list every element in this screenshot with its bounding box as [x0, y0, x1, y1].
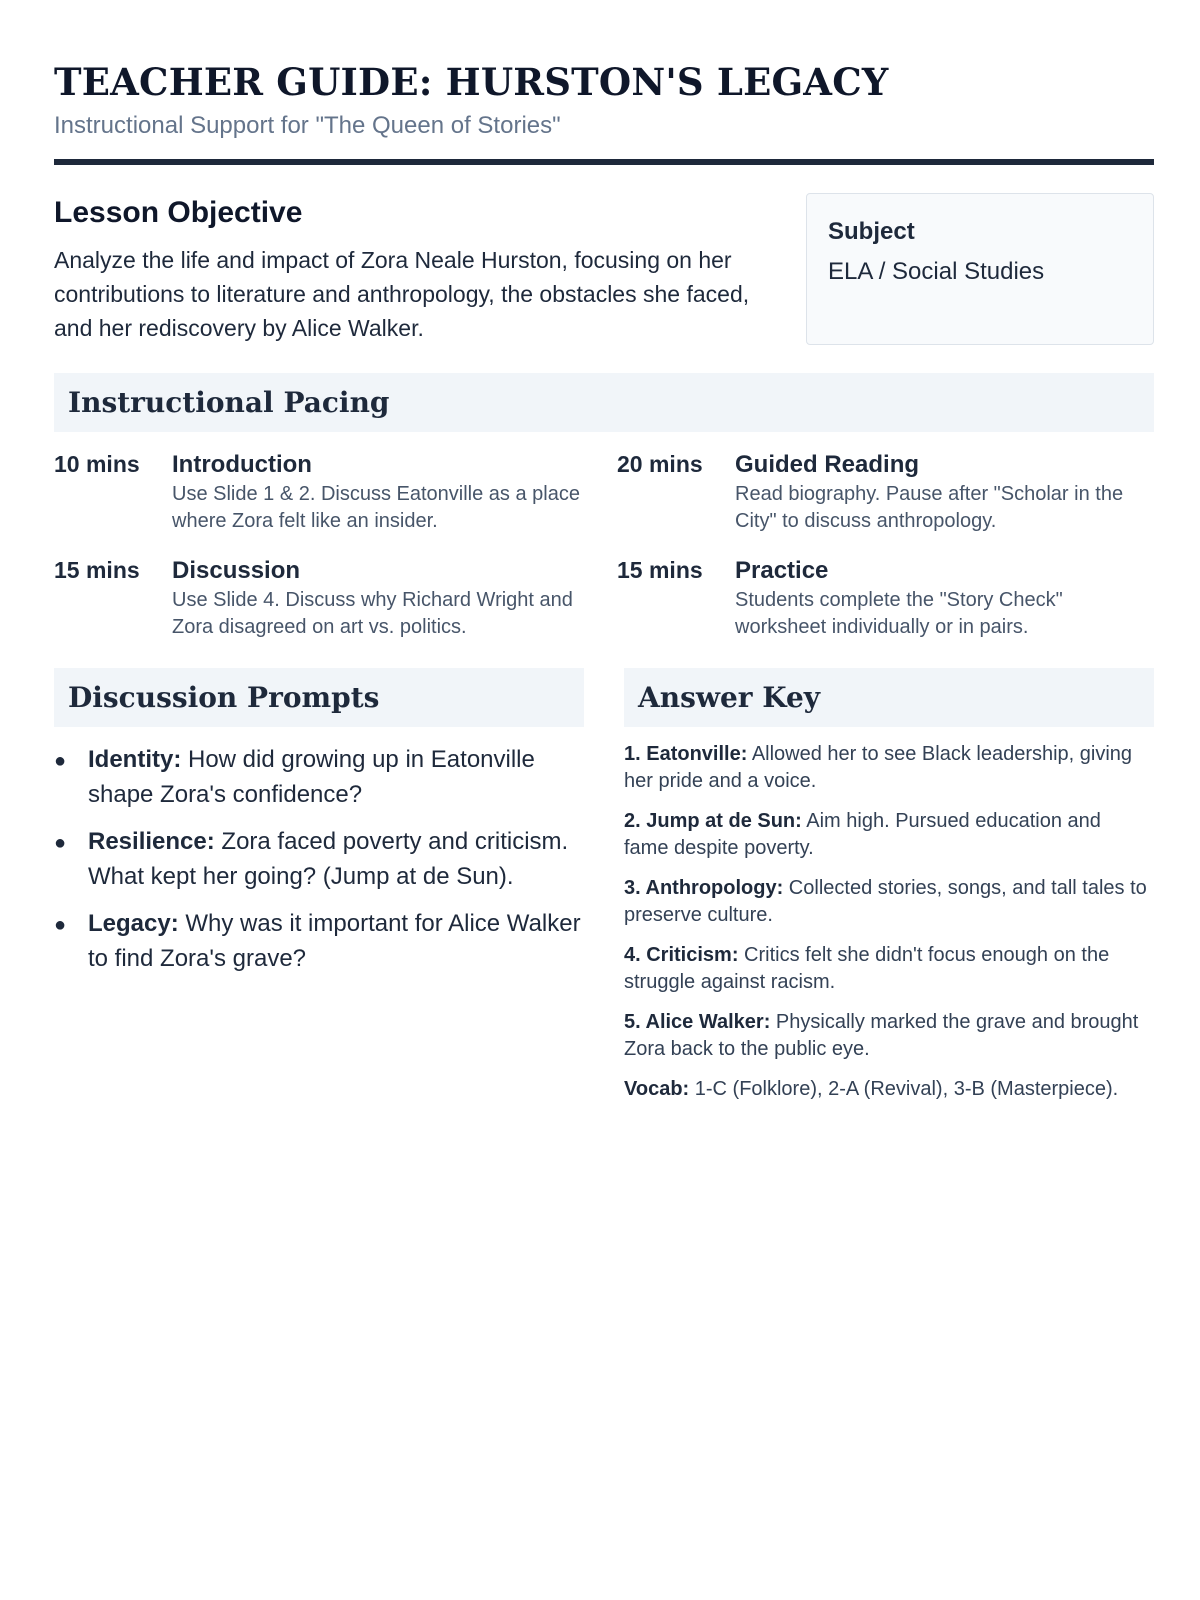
prompt-text: Zora faced poverty and criticism. What kept her going? (Jump at de Sun). — [88, 828, 569, 890]
answer-text: Aim high. Pursued education and fame despite poverty. — [624, 810, 1101, 859]
pacing-label: Practice — [735, 557, 829, 584]
page-subtitle: Instructional Support for "The Queen of Stories" — [54, 112, 561, 139]
pacing-description: Use Slide 4. Discuss why Richard Wright and Zora disagreed on art vs. politics. — [172, 589, 573, 638]
answer-item — [624, 875, 1154, 929]
answer-term: 2. Jump at de Sun: — [624, 810, 802, 832]
answer-text: Critics felt she didn't focus enough on the struggle against racism. — [624, 944, 1110, 993]
header-divider — [54, 159, 1154, 165]
prompt-list — [54, 743, 584, 976]
pacing-label: Guided Reading — [735, 451, 920, 478]
answer-text: 1-C (Folklore), 2-A (Revival), 3-B (Masterpiece). — [689, 1078, 1119, 1100]
list-item — [54, 825, 584, 894]
prompt-text: Why was it important for Alice Walker to find Zora's grave? — [88, 910, 581, 972]
objective-row — [54, 193, 1154, 345]
prompt-term: Identity: — [88, 746, 182, 773]
pacing-label: Discussion — [172, 557, 301, 584]
list-item — [54, 907, 584, 976]
pacing-description: Students complete the "Story Check" worksheet individually or in pairs. — [735, 589, 1063, 638]
prompt-term: Legacy: — [88, 910, 179, 937]
objective-heading: Lesson Objective — [54, 196, 303, 229]
pacing-time: 20 mins — [617, 451, 703, 477]
pacing-time: 10 mins — [54, 451, 140, 477]
bullet-icon: ● — [54, 750, 67, 772]
subject-box — [806, 193, 1154, 345]
answer-item — [624, 942, 1154, 996]
pacing-item-introduction — [54, 449, 617, 535]
bottom-row — [54, 668, 1154, 1116]
list-item — [54, 743, 584, 812]
pacing-label: Introduction — [172, 451, 312, 478]
answer-term: 1. Eatonville: — [624, 743, 748, 765]
pacing-item-practice — [617, 555, 1154, 641]
answer-term: 3. Anthropology: — [624, 877, 784, 899]
answer-term: 4. Criticism: — [624, 944, 739, 966]
teacher-guide-page — [54, 58, 1154, 1116]
answer-text: Collected stories, songs, and tall tales to preserve culture. — [624, 877, 1147, 926]
bullet-icon: ● — [54, 832, 67, 854]
prompt-term: Resilience: — [88, 828, 215, 855]
discussion-prompts — [54, 668, 584, 1116]
prompts-section-header — [54, 668, 584, 727]
answer-term: Vocab: — [624, 1078, 690, 1100]
pacing-description: Read biography. Pause after "Scholar in the City" to discuss anthropology. — [735, 483, 1124, 532]
pacing-grid — [54, 449, 1154, 641]
answer-key-heading: Answer Key — [638, 681, 821, 714]
pacing-item-discussion — [54, 555, 617, 641]
pacing-description: Use Slide 1 & 2. Discuss Eatonville as a place where Zora felt like an insider. — [172, 483, 580, 532]
pacing-time: 15 mins — [54, 557, 140, 583]
answer-item-vocab — [624, 1076, 1154, 1103]
pacing-heading: Instructional Pacing — [68, 386, 390, 419]
answer-item — [624, 741, 1154, 795]
objective-text: Analyze the life and impact of Zora Neale Hurston, focusing on her contributions to literature and anthropology, the obstacles she faced, and her rediscovery by Alice Walker. — [54, 247, 750, 341]
answer-text: Physically marked the grave and brought Zora back to the public eye. — [624, 1011, 1139, 1060]
pacing-section-header — [54, 373, 1154, 432]
pacing-item-guided-reading — [617, 449, 1154, 535]
answer-term: 5. Alice Walker: — [624, 1011, 771, 1033]
bullet-icon: ● — [54, 914, 67, 936]
answer-key — [624, 668, 1154, 1116]
answer-item — [624, 1009, 1154, 1063]
page-title: TEACHER GUIDE: HURSTON'S LEGACY — [54, 60, 889, 104]
subject-value: ELA / Social Studies — [828, 258, 1045, 285]
subject-label: Subject — [828, 218, 915, 245]
prompts-heading: Discussion Prompts — [68, 681, 380, 714]
prompt-text: How did growing up in Eatonville shape Zora's confidence? — [88, 746, 535, 808]
answer-text: Allowed her to see Black leadership, giving her pride and a voice. — [624, 743, 1133, 792]
lesson-objective — [54, 193, 784, 345]
pacing-time: 15 mins — [617, 557, 703, 583]
answer-item — [624, 808, 1154, 862]
answer-key-section-header — [624, 668, 1154, 727]
answer-list — [624, 741, 1154, 1103]
